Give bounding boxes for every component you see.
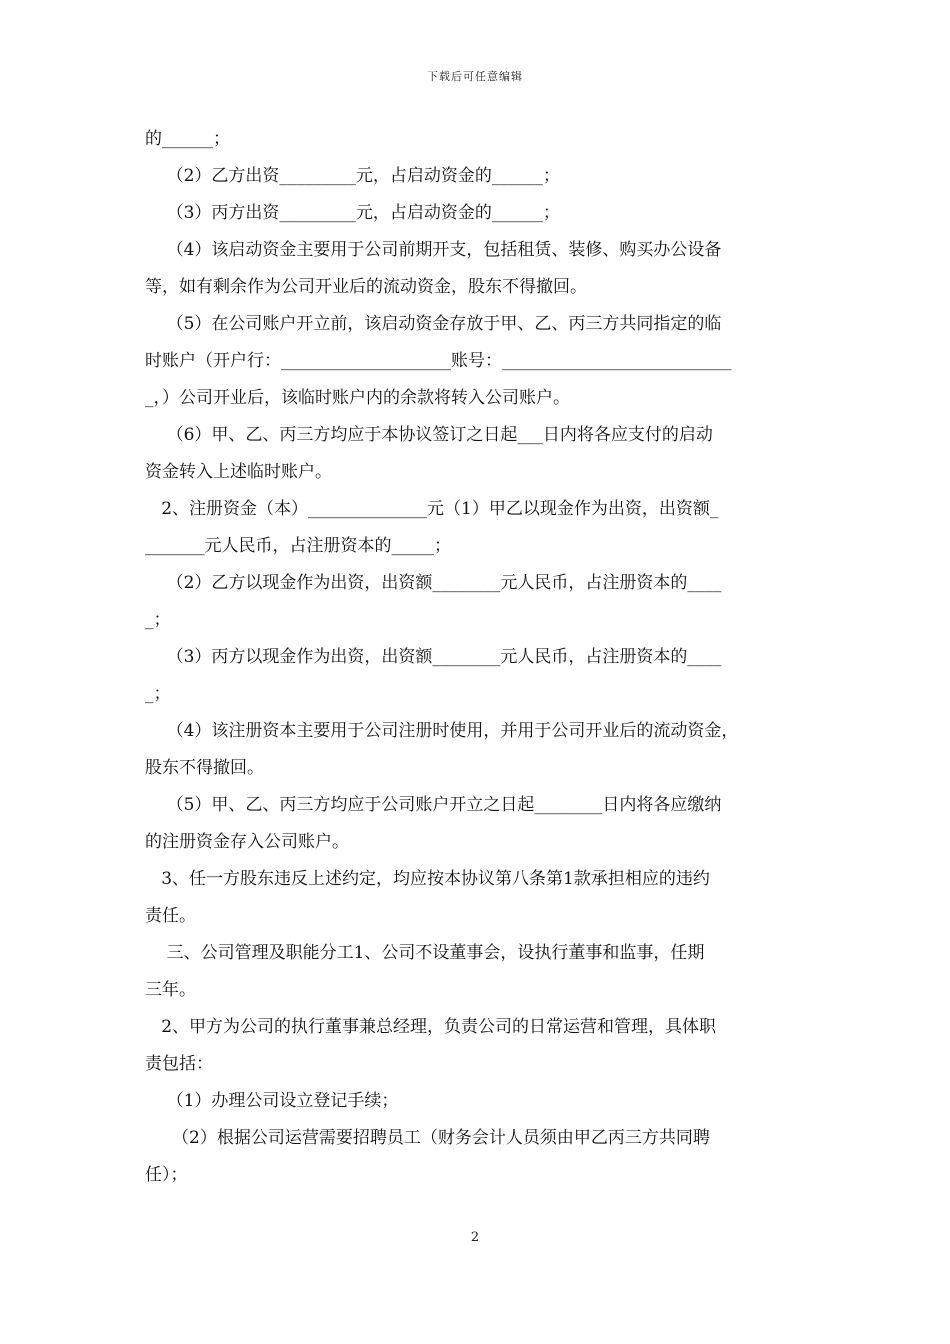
text-line: 三、公司管理及职能分工1、公司不设董事会，设执行董事和监事，任期 xyxy=(145,943,705,963)
text-line: （3）丙方以现金作为出资，出资额________元人民币，占注册资本的____ xyxy=(145,647,722,667)
text-line: 2、注册资金（本）______________元（1）甲乙以现金作为出资，出资额_ xyxy=(145,499,719,519)
text-line: 等，如有剩余作为公司开业后的流动资金，股东不得撤回。 xyxy=(145,277,587,297)
text-line: （3）丙方出资_________元，占启动资金的______； xyxy=(145,203,560,223)
text-line: （4）该注册资本主要用于公司注册时使用，并用于公司开业后的流动资金， xyxy=(145,721,739,741)
text-line: （2）乙方以现金作为出资，出资额________元人民币，占注册资本的____ xyxy=(145,573,722,593)
document-body xyxy=(145,121,813,1194)
text-line: 三年。 xyxy=(145,980,196,1000)
text-line: _； xyxy=(145,610,171,630)
page-header: 下载后可任意编辑 xyxy=(427,70,523,83)
text-line: （4）该启动资金主要用于公司前期开支，包括租赁、装修、购买办公设备 xyxy=(145,240,722,260)
text-line: （5）在公司账户开立前，该启动资金存放于甲、乙、丙三方共同指定的临 xyxy=(145,314,722,334)
text-line: （5）甲、乙、丙三方均应于公司账户开立之日起________日内将各应缴纳 xyxy=(145,795,722,815)
text-line: 2、甲方为公司的执行董事兼总经理，负责公司的日常运营和管理，具体职 xyxy=(145,1017,717,1037)
text-line: 责包括： xyxy=(145,1054,213,1074)
text-line: （2）乙方出资_________元，占启动资金的______； xyxy=(145,166,560,186)
text-line: 任）； xyxy=(145,1165,188,1185)
text-line: _，）公司开业后，该临时账户内的余款将转入公司账户。 xyxy=(145,388,570,408)
text-line: 资金转入上述临时账户。 xyxy=(145,462,332,482)
text-line: _； xyxy=(145,684,171,704)
text-line: 股东不得撤回。 xyxy=(145,758,264,778)
text-line: （1）办理公司设立登记手续； xyxy=(145,1091,399,1111)
text-line: _______元人民币，占注册资本的_____； xyxy=(145,536,451,556)
text-line: 的______； xyxy=(145,129,230,149)
text-line: 3、任一方股东违反上述约定，均应按本协议第八条第1款承担相应的违约 xyxy=(145,869,710,889)
text-line: 责任。 xyxy=(145,906,196,926)
text-line: （6）甲、乙、丙三方均应于本协议签订之日起___日内将各应支付的启动 xyxy=(145,425,713,445)
text-line: （2）根据公司运营需要招聘员工（财务会计人员须由甲乙丙三方共同聘 xyxy=(145,1128,710,1148)
page-number: 2 xyxy=(470,1230,480,1245)
text-line: 时账户（开户行：____________________账号：___________________________ xyxy=(145,351,732,371)
text-line: 的注册资金存入公司账户。 xyxy=(145,832,349,852)
